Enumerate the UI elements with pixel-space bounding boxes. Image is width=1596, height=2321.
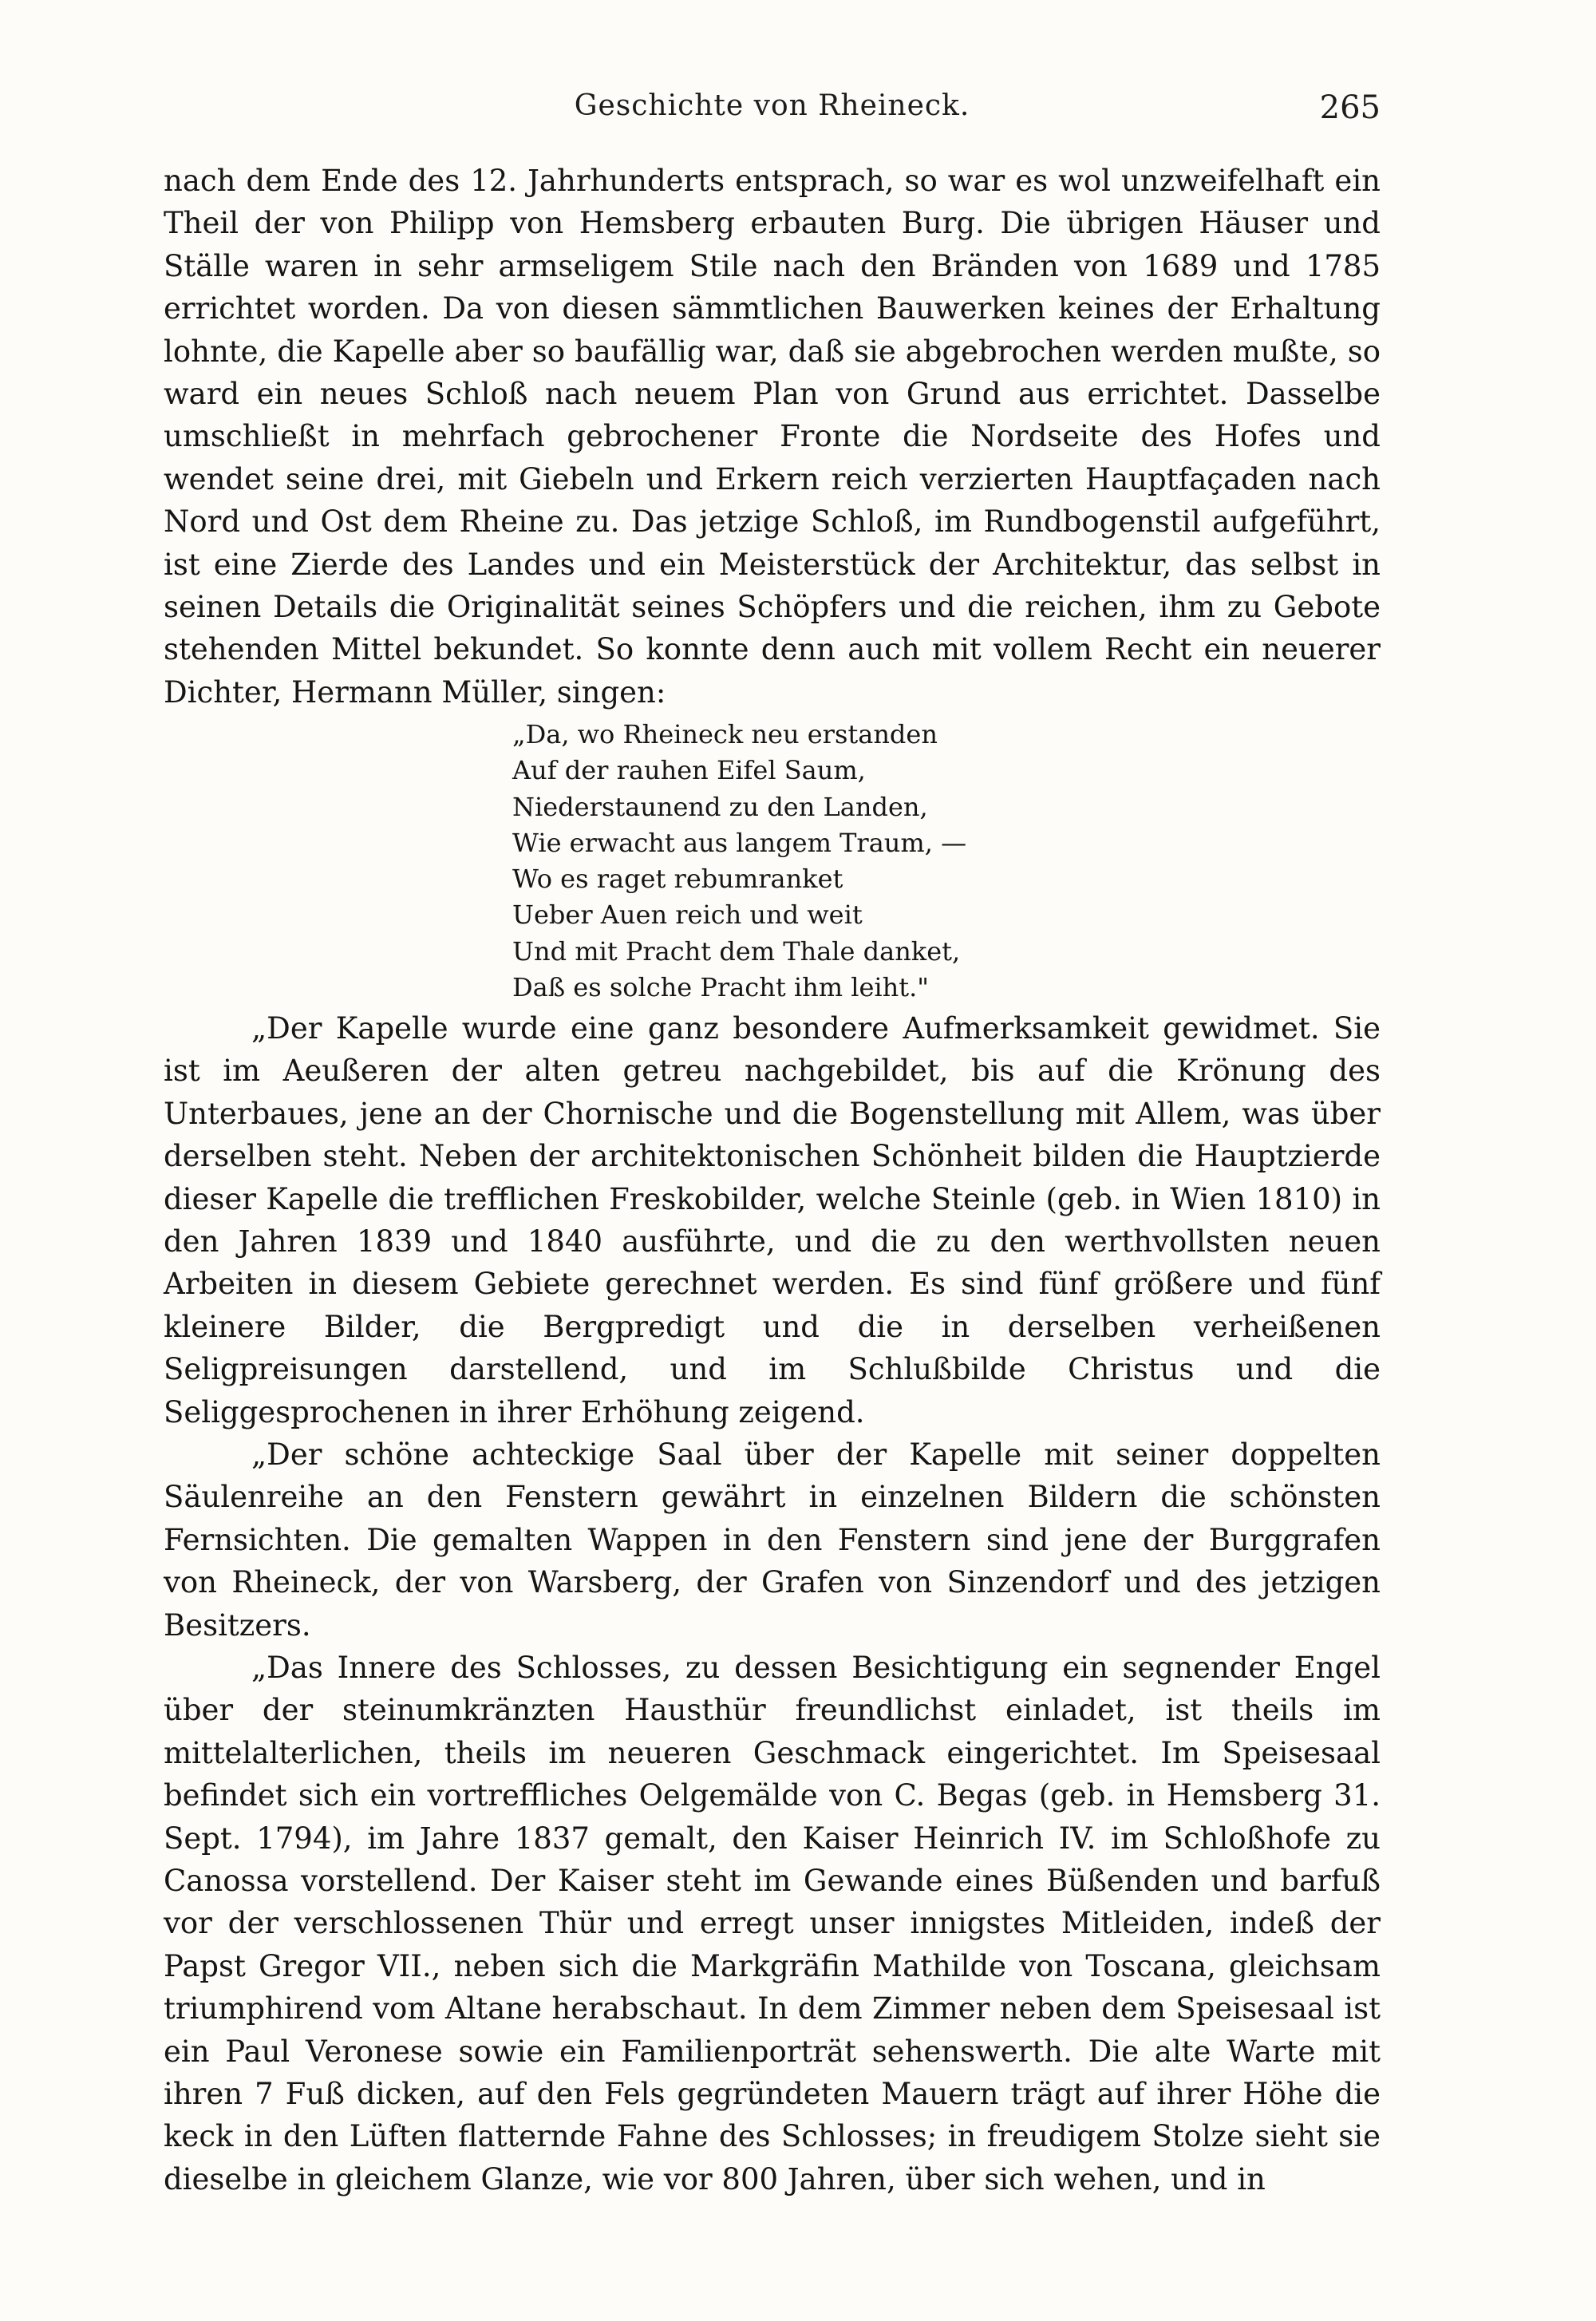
paragraph: nach dem Ende des 12. Jahrhunderts entsprach, so war es wol unzweifelhaft ein Theil der von Philipp von Hemsberg erbauten Burg. Die übrigen Häuser und Ställe waren in sehr armseligem Stile nach den Bränden von 1689 und 1785 errichtet worden. Da von diesen sämmtlichen Bauwerken keines der Erhaltung lohnte, die Kapelle aber so baufällig war, daß sie abgebrochen werden mußte, so ward ein neues Schloß nach neuem Plan von Grund aus errichtet. Dasselbe umschließt in mehrfach gebrochener Fronte die Nordseite des Hofes und wendet seine drei, mit Giebeln und Erkern reich verzierten Hauptfaçaden nach Nord und Ost dem Rheine zu. Das jetzige Schloß, im Rundbogenstil aufgeführt, ist eine Zierde des Landes und ein Meisterstück der Architektur, das selbst in seinen Details die Originalität seines Schöpfers und die reichen, ihm zu Gebote stehenden Mittel bekundet. So konnte denn auch mit vollem Recht ein neuerer Dichter, Hermann Müller, singen: — [164, 164, 1381, 710]
paragraph: „Das Innere des Schlosses, zu dessen Besichtigung ein segnender Engel über der steinumkränzten Hausthür freundlichst einladet, ist theils im mittelalterlichen, theils im neueren Geschmack eingerichtet. Im Speisesaal befindet sich ein vortreffliches Oelgemälde von C. Begas (geb. in Hemsberg 31. Sept. 1794), im Jahre 1837 gemalt, den Kaiser Heinrich IV. im Schloßhofe zu Canossa vorstellend. Der Kaiser steht im Gewande eines Büßenden und barfuß vor der verschlossenen Thür und erregt unser innigstes Mitleiden, indeß der Papst Gregor VII., neben sich die Markgräfin Mathilde von Toscana, gleichsam triumphirend vom Altane herabschaut. In dem Zimmer neben dem Speisesaal ist ein Paul Veronese sowie ein Familienporträt sehenswerth. Die alte Warte mit ihren 7 Fuß dicken, auf den Fels gegründeten Mauern trägt auf ihrer Höhe die keck in den Lüften flatternde Fahne des Schlosses; in freudigem Stolze sieht sie dieselbe in gleichem Glanze, wie vor 800 Jahren, über sich wehen, und in — [164, 1651, 1381, 2196]
body-text — [164, 160, 1381, 2200]
poem-line: Auf der rauhen Eifel Saum, — [512, 755, 866, 786]
paragraph: „Der Kapelle wurde eine ganz besondere Aufmerksamkeit gewidmet. Sie ist im Aeußeren der alten getreu nachgebildet, bis auf die Krönung des Unterbaues, jene an der Chornische und die Bogenstellung mit Allem, was über derselben steht. Neben der architektonischen Schönheit bilden die Hauptzierde dieser Kapelle die trefflichen Freskobilder, welche Steinle (geb. in Wien 1810) in den Jahren 1839 und 1840 ausführte, und die zu den werthvollsten neuen Arbeiten in diesem Gebiete gerechnet werden. Es sind fünf größere und fünf kleinere Bilder, die Bergpredigt und die in derselben verheißenen Seligpreisungen darstellend, und im Schlußbilde Christus und die Seliggesprochenen in ihrer Erhöhung zeigend. — [164, 1010, 1381, 1429]
page-number: 265 — [1319, 89, 1381, 126]
poem-line: Wie erwacht aus langem Traum, — — [512, 827, 967, 858]
paragraph: „Der schöne achteckige Saal über der Kapelle mit seiner doppelten Säulenreihe an den Fenstern gewährt in einzelnen Bildern die schönsten Fernsichten. Die gemalten Wappen in den Fenstern sind jene der Burggrafen von Rheineck, der von Warsberg, der Grafen von Sinzendorf und des jetzigen Besitzers. — [164, 1437, 1381, 1643]
running-title: Geschichte von Rheineck. — [574, 89, 970, 122]
poem-line: Niederstaunend zu den Landen, — [512, 791, 928, 822]
poem-line: „Da, wo Rheineck neu erstanden — [512, 719, 938, 750]
page-header — [164, 89, 1381, 137]
poem-line: Daß es solche Pracht ihm leiht." — [512, 971, 929, 1002]
poem-line: Wo es raget rebumranket — [512, 864, 843, 895]
poem-quote — [512, 717, 1381, 1006]
poem-line: Ueber Auen reich und weit — [512, 900, 863, 931]
poem-line: Und mit Pracht dem Thale danket, — [512, 935, 961, 967]
